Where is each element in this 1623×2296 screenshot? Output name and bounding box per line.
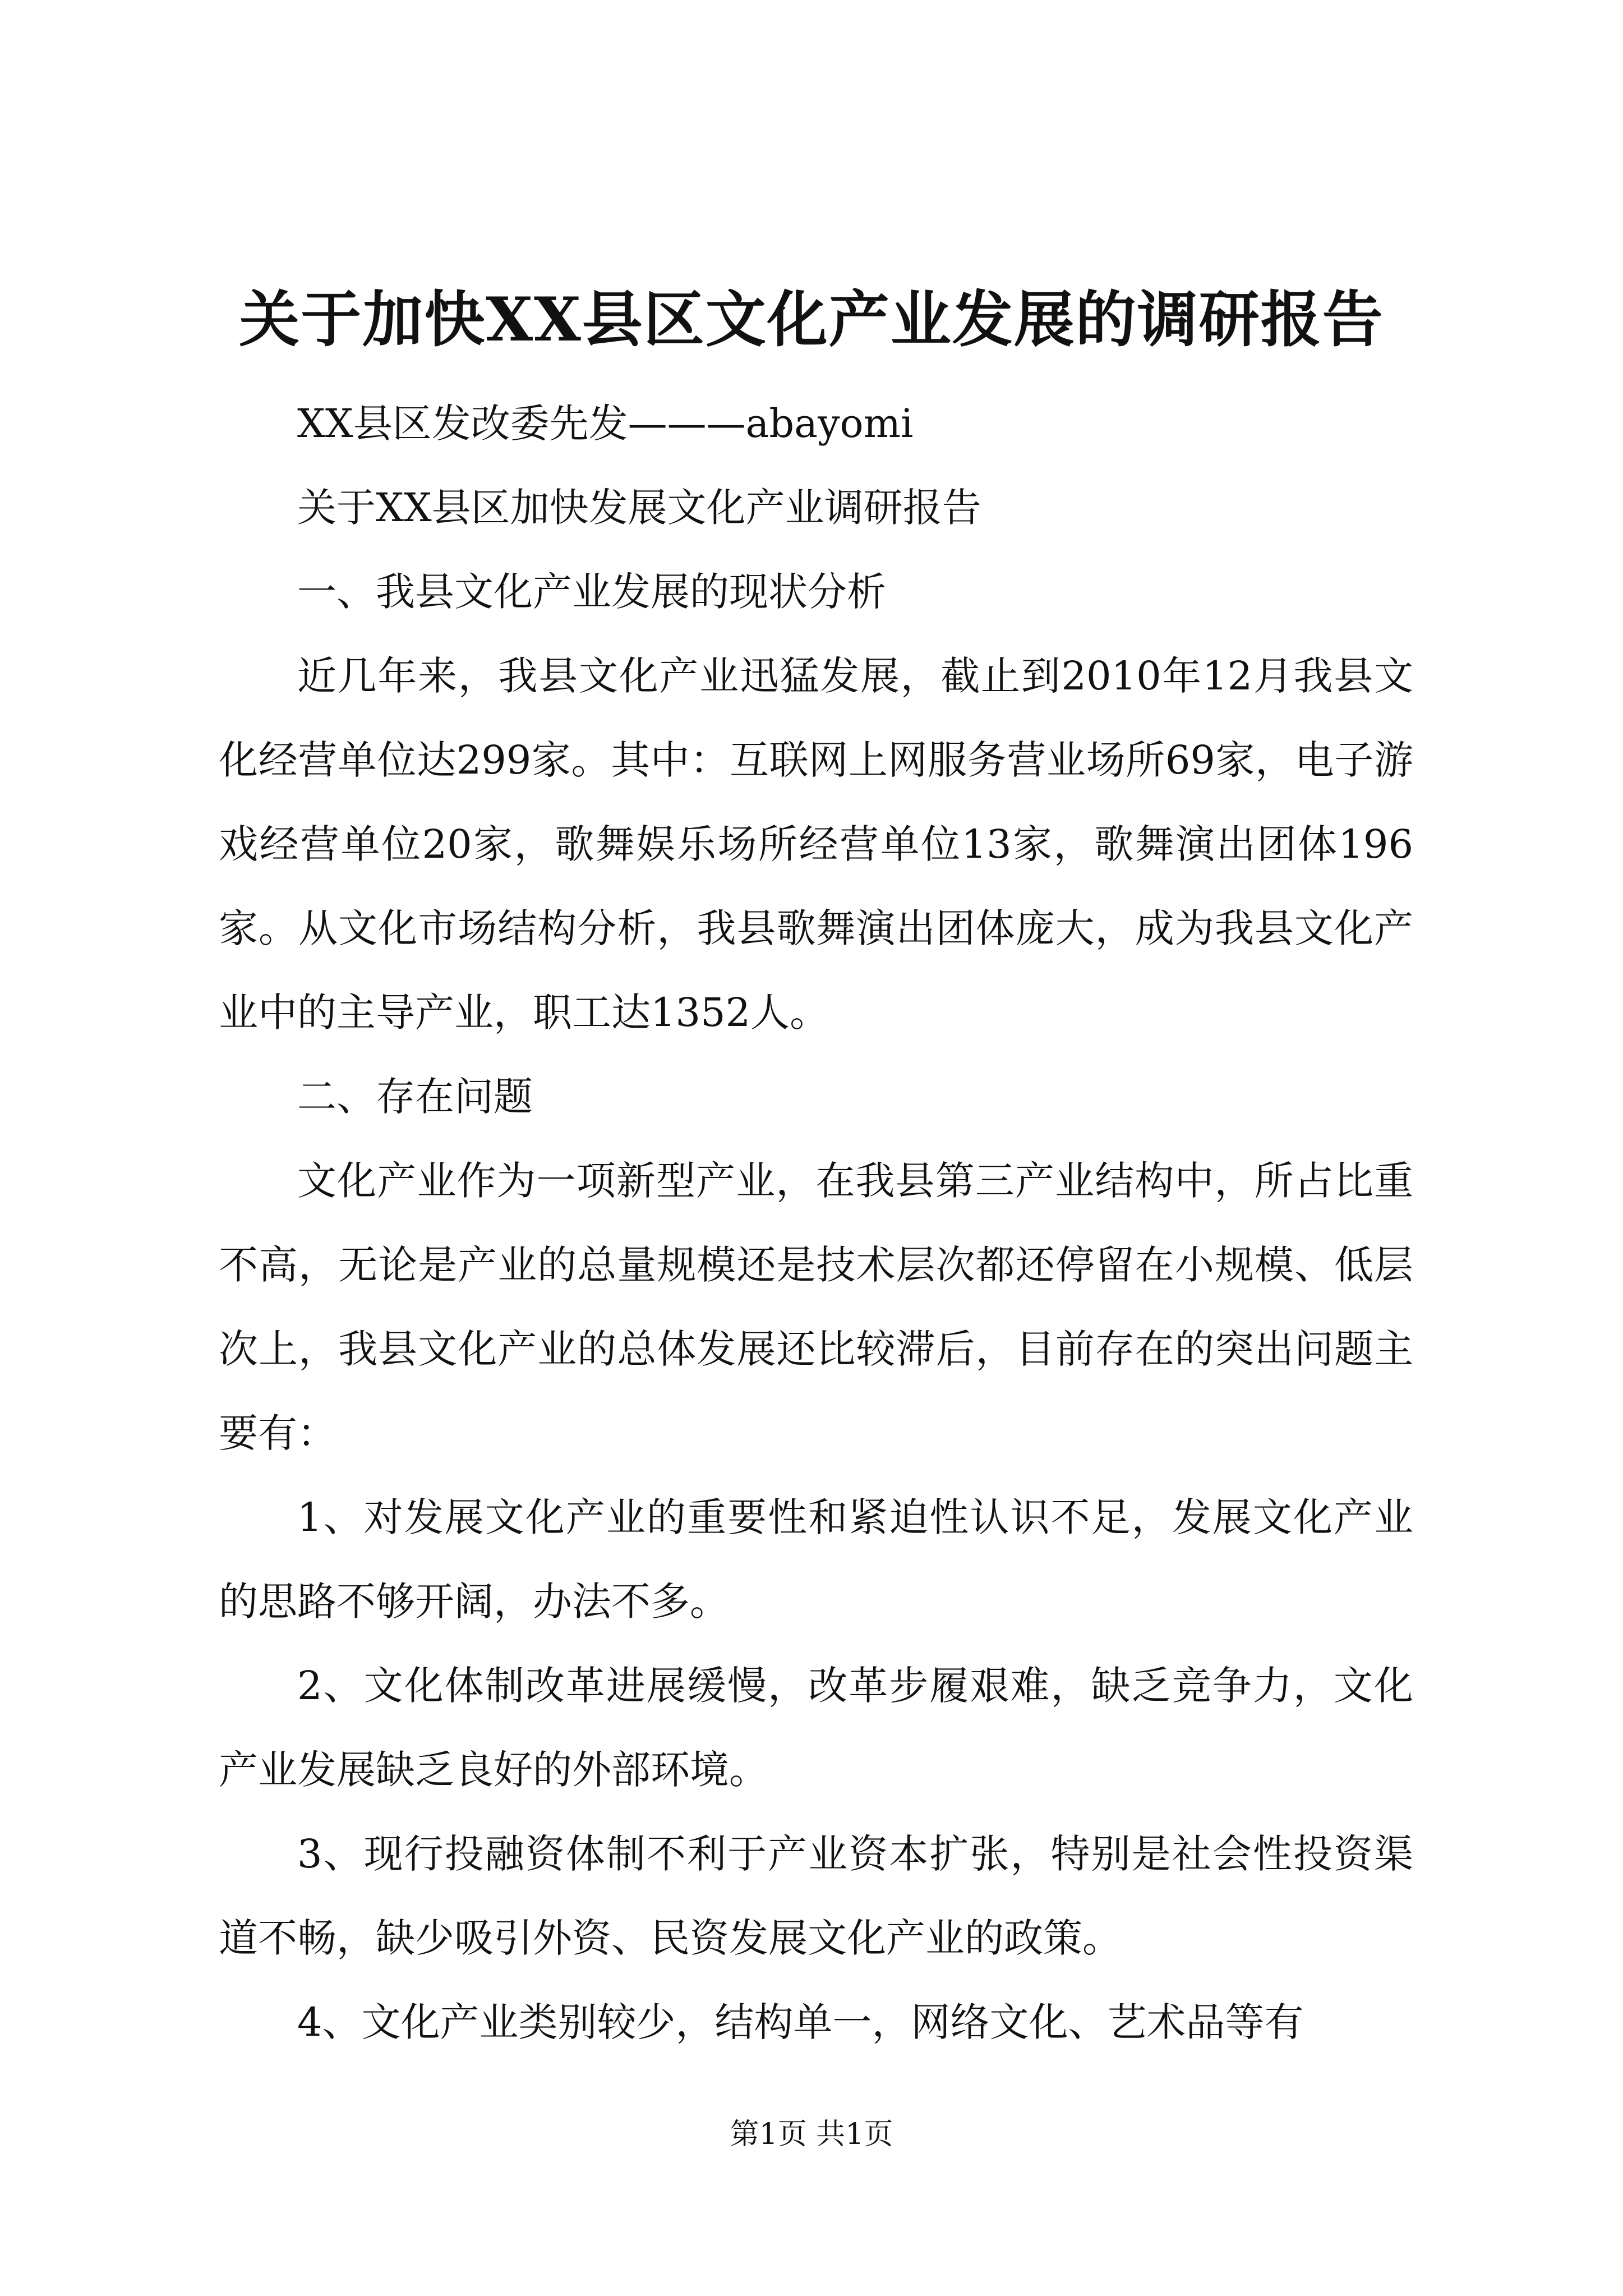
author-line: XX县区发改委先发———abayomi [297,401,914,447]
list-item: 1、对发展文化产业的重要性和紧迫性认识不足，发展文化产业的思路不够开阔，办法不多。 [219,1494,1413,1625]
paragraph: 近几年来，我县文化产业迅猛发展，截止到2010年12月我县文化经营单位达299家。其中：互联网上网服务营业场所69家，电子游戏经营单位20家，歌舞娱乐场所经营单位13家，歌舞演出团体196家。从文化市场结构分析，我县歌舞演出团体庞大，成为我县文化产业中的主导产业，职工达1352人。 [219,653,1413,1036]
page-footer: 第1页 共1页 [730,2118,893,2151]
list-item: 4、文化产业类别较少，结构单一，网络文化、艺术品等有 [297,1999,1304,2045]
section-heading-1: 一、我县文化产业发展的现状分析 [297,569,886,615]
list-item: 3、现行投融资体制不利于产业资本扩张，特别是社会性投资渠道不畅，缺少吸引外资、民资发展文化产业的政策。 [219,1831,1413,1961]
document-body [219,381,1413,2064]
subtitle-line: 关于XX县区加快发展文化产业调研报告 [297,485,981,531]
paragraph: 文化产业作为一项新型产业，在我县第三产业结构中，所占比重不高，无论是产业的总量规模还是技术层次都还停留在小规模、低层次上，我县文化产业的总体发展还比较滞后，目前存在的突出问题主要有： [219,1158,1413,1456]
list-item: 2、文化体制改革进展缓慢，改革步履艰难，缺乏竞争力，文化产业发展缺乏良好的外部环境。 [219,1663,1413,1793]
document-title: 关于加快XX县区文化产业发展的调研报告 [239,284,1384,355]
section-heading-2: 二、存在问题 [297,1074,533,1120]
